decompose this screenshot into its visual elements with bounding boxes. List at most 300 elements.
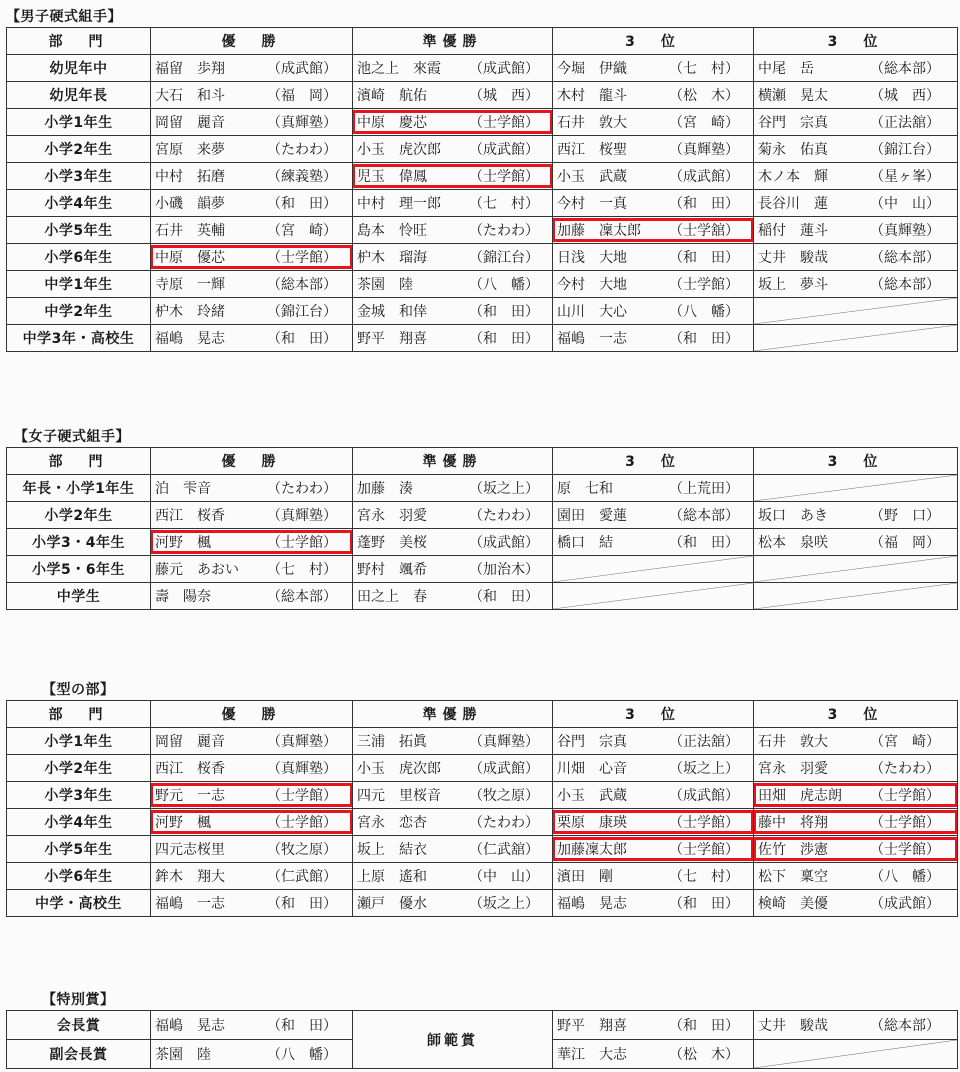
winner-cell — [353, 82, 553, 109]
winner-dojo: （たわわ） — [469, 508, 539, 524]
winner-name: 園田 愛蓮 — [557, 508, 627, 524]
winner-name: 濱崎 航佑 — [357, 88, 427, 104]
winner-cell — [151, 217, 353, 244]
winner-cell — [353, 217, 553, 244]
winner-dojo: （総本部） — [267, 277, 337, 293]
winner-dojo: （和 田） — [669, 896, 739, 912]
division-label: 小学4年生 — [7, 190, 151, 217]
winner-cell — [353, 583, 553, 610]
winner-dojo: （七 村） — [469, 196, 539, 212]
winner-name: 福留 歩翔 — [155, 61, 225, 77]
winner-cell — [353, 55, 553, 82]
winner-name: 福嶋 晃志 — [155, 1018, 225, 1034]
winner-name: 岡留 麗音 — [155, 734, 225, 750]
result-row — [7, 583, 958, 610]
winner-dojo: （士学館） — [469, 115, 539, 131]
winner-dojo: （成武館） — [669, 788, 739, 804]
empty-slot-cell — [754, 583, 958, 610]
winner-name: 中尾 岳 — [758, 61, 814, 77]
winner-cell — [353, 755, 553, 782]
winner-cell — [553, 502, 754, 529]
winner-dojo: （松 木） — [669, 88, 739, 104]
winner-cell — [353, 190, 553, 217]
winner-name: 宮永 羽愛 — [357, 508, 427, 524]
winner-dojo: （野 口） — [870, 508, 940, 524]
winner-dojo: （真輝塾） — [267, 115, 337, 131]
winner-dojo: （真輝塾） — [267, 508, 337, 524]
division-label: 小学3年生 — [7, 163, 151, 190]
winner-cell — [151, 728, 353, 755]
winner-name: 三浦 拓眞 — [357, 734, 427, 750]
winner-name: 野平 翔喜 — [357, 331, 427, 347]
division-label: 中学生 — [7, 583, 151, 610]
result-row — [7, 890, 958, 917]
winner-cell — [151, 163, 353, 190]
award-winner-cell — [151, 1040, 353, 1069]
winner-cell — [553, 55, 754, 82]
header-division: 部 門 — [7, 448, 151, 475]
winner-cell — [754, 809, 958, 836]
winner-dojo: （総本部） — [870, 61, 940, 77]
winner-cell — [553, 836, 754, 863]
winner-name: 坂上 結衣 — [357, 842, 427, 858]
result-row — [7, 217, 958, 244]
girls-section-title: 【女子硬式組手】 — [14, 429, 130, 445]
winner-cell — [353, 109, 553, 136]
winner-name: 島本 怜旺 — [357, 223, 427, 239]
winner-dojo: （士学舘） — [669, 223, 739, 239]
empty-slash — [754, 583, 957, 609]
winner-name: 木村 龍斗 — [557, 88, 627, 104]
winner-dojo: （総本部） — [870, 250, 940, 266]
winner-name: 藤元 あおい — [155, 562, 239, 578]
winner-cell — [754, 82, 958, 109]
winner-name: 福嶋 晃志 — [557, 896, 627, 912]
division-label: 小学1年生 — [7, 728, 151, 755]
winner-dojo: （牧之原） — [469, 788, 539, 804]
winner-name: 福嶋 晃志 — [155, 331, 225, 347]
winner-cell — [151, 890, 353, 917]
winner-cell — [754, 136, 958, 163]
winner-name: 華江 大志 — [557, 1047, 627, 1063]
winner-dojo: （和 田） — [267, 1018, 337, 1034]
winner-cell — [754, 529, 958, 556]
winner-name: 野平 翔喜 — [557, 1018, 627, 1034]
winner-dojo: （たわわ） — [267, 142, 337, 158]
winner-dojo: （成武館） — [267, 61, 337, 77]
winner-dojo: （成武館） — [469, 61, 539, 77]
winner-dojo: （真輝塾） — [870, 223, 940, 239]
winner-dojo: （士学館） — [870, 842, 940, 858]
division-label: 中学・高校生 — [7, 890, 151, 917]
winner-cell — [353, 863, 553, 890]
winner-dojo: （士学館） — [267, 815, 337, 831]
winner-name: 宮原 来夢 — [155, 142, 225, 158]
winner-cell — [553, 271, 754, 298]
division-label: 小学5年生 — [7, 836, 151, 863]
division-label: 小学1年生 — [7, 109, 151, 136]
winner-name: 四元 里桜音 — [357, 788, 441, 804]
winner-dojo: （福 岡） — [870, 535, 940, 551]
result-row — [7, 556, 958, 583]
winner-name: 長谷川 蓮 — [758, 196, 828, 212]
division-label: 小学4年生 — [7, 809, 151, 836]
winner-name: 稲付 蓮斗 — [758, 223, 828, 239]
empty-slash — [553, 583, 753, 609]
winner-cell — [553, 163, 754, 190]
winner-cell — [754, 728, 958, 755]
division-label: 中学3年・高校生 — [7, 325, 151, 352]
award-winner-cell — [151, 1011, 353, 1040]
winner-dojo: （たわわ） — [267, 481, 337, 497]
winner-dojo: （加治木） — [469, 562, 539, 578]
result-row — [7, 244, 958, 271]
winner-cell — [151, 502, 353, 529]
winner-name: 小玉 武蔵 — [557, 788, 627, 804]
winner-cell — [553, 244, 754, 271]
winner-cell — [754, 109, 958, 136]
boys-results-table — [6, 27, 958, 352]
winner-name: 松下 稟空 — [758, 869, 828, 885]
winner-cell — [754, 890, 958, 917]
winner-name: 岡留 麗音 — [155, 115, 225, 131]
winner-name: 今村 大地 — [557, 277, 627, 293]
winner-cell — [151, 55, 353, 82]
winner-name: 四元志桜里 — [155, 842, 225, 858]
division-label: 小学5・6年生 — [7, 556, 151, 583]
division-label: 小学2年生 — [7, 755, 151, 782]
winner-name: 橋口 結 — [557, 535, 613, 551]
division-label: 小学3年生 — [7, 782, 151, 809]
winner-cell — [353, 556, 553, 583]
winner-name: 藤中 将翔 — [758, 815, 828, 831]
result-row — [7, 863, 958, 890]
special-section-title: 【特別賞】 — [42, 992, 115, 1008]
empty-slash — [754, 298, 957, 324]
award-label-vice-chairman: 副会長賞 — [7, 1040, 151, 1069]
award-label-chairman: 会長賞 — [7, 1011, 151, 1040]
winner-name: 谷門 宗真 — [758, 115, 828, 131]
winner-cell — [353, 325, 553, 352]
winner-cell — [553, 82, 754, 109]
winner-name: 上原 遙和 — [357, 869, 427, 885]
winner-name: 丈井 駿哉 — [758, 1018, 828, 1034]
winner-dojo: （錦江台） — [870, 142, 940, 158]
empty-slot-cell — [754, 475, 958, 502]
winner-name: 田畑 虎志朗 — [758, 788, 842, 804]
winner-cell — [553, 325, 754, 352]
winner-cell — [151, 782, 353, 809]
header-rank: 3 位 — [553, 448, 754, 475]
winner-dojo: （士学館） — [870, 788, 940, 804]
winner-dojo: （総本部） — [267, 589, 337, 605]
winner-dojo: （たわわ） — [469, 223, 539, 239]
winner-cell — [754, 755, 958, 782]
winner-name: 中原 優芯 — [155, 250, 225, 266]
winner-name: 壽 陽奈 — [155, 589, 211, 605]
winner-name: 大石 和斗 — [155, 88, 225, 104]
winner-dojo: （練義塾） — [267, 169, 337, 185]
winner-name: 野元 一志 — [155, 788, 225, 804]
header-row — [7, 701, 958, 728]
winner-name: 中村 拓磨 — [155, 169, 225, 185]
winner-dojo: （城 西） — [469, 88, 539, 104]
award-winner-cell — [553, 1040, 754, 1069]
winner-dojo: （和 田） — [267, 896, 337, 912]
empty-slot-cell — [754, 298, 958, 325]
winner-name: 児玉 偉鳳 — [357, 169, 427, 185]
empty-slash — [754, 556, 957, 582]
division-label: 小学6年生 — [7, 863, 151, 890]
winner-dojo: （城 西） — [870, 88, 940, 104]
winner-name: 枦木 玲緒 — [155, 304, 225, 320]
winner-name: 松本 泉咲 — [758, 535, 828, 551]
winner-cell — [353, 163, 553, 190]
special-awards-table — [6, 1010, 958, 1069]
winner-dojo: （士学館） — [267, 788, 337, 804]
winner-name: 茶園 陸 — [357, 277, 413, 293]
winner-cell — [553, 136, 754, 163]
winner-dojo: （中 山） — [469, 869, 539, 885]
winner-cell — [353, 809, 553, 836]
winner-dojo: （仁武舘） — [469, 842, 539, 858]
winner-dojo: （和 田） — [469, 331, 539, 347]
result-row — [7, 109, 958, 136]
winner-dojo: （総本部） — [669, 508, 739, 524]
winner-name: 中村 理一郎 — [357, 196, 441, 212]
division-label: 幼児年長 — [7, 82, 151, 109]
winner-cell — [553, 755, 754, 782]
winner-name: 加藤 凜太郎 — [557, 223, 641, 239]
winner-cell — [353, 475, 553, 502]
winner-cell — [151, 809, 353, 836]
winner-dojo: （星ヶ峯） — [870, 169, 940, 185]
special-row — [7, 1011, 958, 1040]
winner-cell — [353, 502, 553, 529]
winner-dojo: （たわわ） — [469, 815, 539, 831]
winner-cell — [553, 890, 754, 917]
winner-cell — [553, 782, 754, 809]
winner-cell — [151, 583, 353, 610]
winner-cell — [353, 136, 553, 163]
winner-cell — [754, 163, 958, 190]
result-row — [7, 298, 958, 325]
winner-dojo: （宮 崎） — [669, 115, 739, 131]
winner-dojo: （真輝塾） — [267, 761, 337, 777]
winner-name: 谷門 宗真 — [557, 734, 627, 750]
winner-name: 田之上 春 — [357, 589, 427, 605]
division-label: 中学2年生 — [7, 298, 151, 325]
winner-name: 野村 颯希 — [357, 562, 427, 578]
winner-name: 今村 一真 — [557, 196, 627, 212]
winner-cell — [754, 271, 958, 298]
header-rank: 3 位 — [754, 28, 958, 55]
winner-dojo: （成武館） — [870, 896, 940, 912]
kata-results-table — [6, 700, 958, 917]
winner-name: 中原 慶芯 — [357, 115, 427, 131]
winner-cell — [353, 890, 553, 917]
girls-results-table — [6, 447, 958, 610]
winner-cell — [151, 755, 353, 782]
winner-cell — [353, 529, 553, 556]
winner-cell — [754, 190, 958, 217]
division-label: 中学1年生 — [7, 271, 151, 298]
winner-dojo: （和 田） — [469, 589, 539, 605]
winner-dojo: （士学館） — [669, 277, 739, 293]
winner-dojo: （坂之上） — [469, 481, 539, 497]
winner-name: 池之上 來霞 — [357, 61, 441, 77]
header-rank: 準優勝 — [353, 448, 553, 475]
empty-slash — [754, 475, 957, 501]
header-rank: 3 位 — [754, 448, 958, 475]
winner-name: 枦木 瑠海 — [357, 250, 427, 266]
empty-slot-cell — [754, 556, 958, 583]
winner-cell — [151, 82, 353, 109]
winner-cell — [553, 109, 754, 136]
empty-slash — [754, 325, 957, 351]
winner-name: 坂上 夢斗 — [758, 277, 828, 293]
winner-name: 福嶋 一志 — [155, 896, 225, 912]
winner-name: 栗原 康瑛 — [557, 815, 627, 831]
winner-name: 石井 敦大 — [758, 734, 828, 750]
winner-name: 坂口 あき — [758, 508, 828, 524]
winner-dojo: （士学館） — [870, 815, 940, 831]
header-rank: 3 位 — [553, 28, 754, 55]
winner-cell — [151, 298, 353, 325]
winner-cell — [151, 475, 353, 502]
winner-dojo: （七 村） — [267, 562, 337, 578]
winner-name: 宮永 恋杏 — [357, 815, 427, 831]
winner-cell — [353, 244, 553, 271]
result-row — [7, 809, 958, 836]
result-row — [7, 271, 958, 298]
winner-cell — [151, 271, 353, 298]
header-row — [7, 448, 958, 475]
winner-cell — [754, 217, 958, 244]
winner-cell — [353, 271, 553, 298]
winner-name: 小玉 虎次郎 — [357, 142, 441, 158]
result-row — [7, 836, 958, 863]
winner-dojo: （上荒田） — [669, 481, 739, 497]
winner-dojo: （成武館） — [469, 761, 539, 777]
winner-name: 石井 敦大 — [557, 115, 627, 131]
winner-dojo: （総本部） — [870, 1018, 940, 1034]
winner-dojo: （成武館） — [469, 535, 539, 551]
winner-dojo: （士学館） — [669, 815, 739, 831]
winner-dojo: （仁武館） — [267, 869, 337, 885]
header-rank: 3 位 — [754, 701, 958, 728]
winner-name: 小玉 武蔵 — [557, 169, 627, 185]
winner-cell — [151, 244, 353, 271]
winner-dojo: （和 田） — [669, 250, 739, 266]
winner-dojo: （八 幡） — [669, 304, 739, 320]
winner-name: 横瀬 晃太 — [758, 88, 828, 104]
kata-section-title: 【型の部】 — [42, 682, 115, 698]
winner-name: 加藤凜太郎 — [557, 842, 627, 858]
winner-dojo: （正法舘） — [669, 734, 739, 750]
winner-dojo: （和 田） — [669, 331, 739, 347]
header-rank: 準優勝 — [353, 28, 553, 55]
empty-slot-cell — [553, 556, 754, 583]
winner-name: 西江 桜聖 — [557, 142, 627, 158]
winner-dojo: （士学館） — [669, 842, 739, 858]
result-row — [7, 529, 958, 556]
winner-cell — [754, 836, 958, 863]
winner-dojo: （和 田） — [267, 196, 337, 212]
winner-name: 金城 和倖 — [357, 304, 427, 320]
result-row — [7, 163, 958, 190]
winner-dojo: （八 幡） — [267, 1047, 337, 1063]
winner-name: 瀬戸 優水 — [357, 896, 427, 912]
empty-slash — [754, 1040, 957, 1068]
winner-name: 検崎 美優 — [758, 896, 828, 912]
result-row — [7, 728, 958, 755]
winner-cell — [151, 863, 353, 890]
winner-dojo: （宮 崎） — [870, 734, 940, 750]
header-rank: 3 位 — [553, 701, 754, 728]
header-rank: 優 勝 — [151, 448, 353, 475]
winner-dojo: （八 幡） — [870, 869, 940, 885]
winner-cell — [353, 728, 553, 755]
empty-slash — [553, 556, 753, 582]
result-row — [7, 782, 958, 809]
winner-cell — [754, 863, 958, 890]
winner-dojo: （和 田） — [669, 196, 739, 212]
winner-dojo: （坂之上） — [669, 761, 739, 777]
winner-dojo: （宮 崎） — [267, 223, 337, 239]
division-label: 小学6年生 — [7, 244, 151, 271]
winner-name: 小玉 虎次郎 — [357, 761, 441, 777]
winner-dojo: （成武館） — [669, 169, 739, 185]
winner-cell — [353, 298, 553, 325]
winner-cell — [151, 529, 353, 556]
header-division: 部 門 — [7, 28, 151, 55]
winner-name: 木ノ本 輝 — [758, 169, 828, 185]
result-row — [7, 502, 958, 529]
winner-name: 加藤 湊 — [357, 481, 413, 497]
empty-slot-cell — [754, 325, 958, 352]
winner-cell — [151, 190, 353, 217]
winner-cell — [553, 728, 754, 755]
result-row — [7, 136, 958, 163]
winner-cell — [754, 55, 958, 82]
winner-cell — [754, 782, 958, 809]
winner-name: 川畑 心音 — [557, 761, 627, 777]
winner-dojo: （松 木） — [669, 1047, 739, 1063]
header-row — [7, 28, 958, 55]
award-winner-cell — [754, 1011, 958, 1040]
winner-name: 石井 英輔 — [155, 223, 225, 239]
winner-cell — [151, 109, 353, 136]
winner-name: 蓬野 美桜 — [357, 535, 427, 551]
winner-dojo: （和 田） — [669, 535, 739, 551]
winner-name: 山川 大心 — [557, 304, 627, 320]
winner-dojo: （真輝塾） — [669, 142, 739, 158]
winner-cell — [553, 529, 754, 556]
winner-name: 福嶋 一志 — [557, 331, 627, 347]
winner-cell — [553, 809, 754, 836]
division-label: 小学5年生 — [7, 217, 151, 244]
winner-dojo: （士学館） — [469, 169, 539, 185]
header-rank: 優 勝 — [151, 701, 353, 728]
winner-dojo: （牧之原） — [267, 842, 337, 858]
winner-name: 佐竹 渉憲 — [758, 842, 828, 858]
winner-dojo: （七 村） — [669, 869, 739, 885]
winner-dojo: （中 山） — [870, 196, 940, 212]
winner-name: 泊 雫音 — [155, 481, 211, 497]
winner-name: 菊永 佑真 — [758, 142, 828, 158]
result-row — [7, 475, 958, 502]
